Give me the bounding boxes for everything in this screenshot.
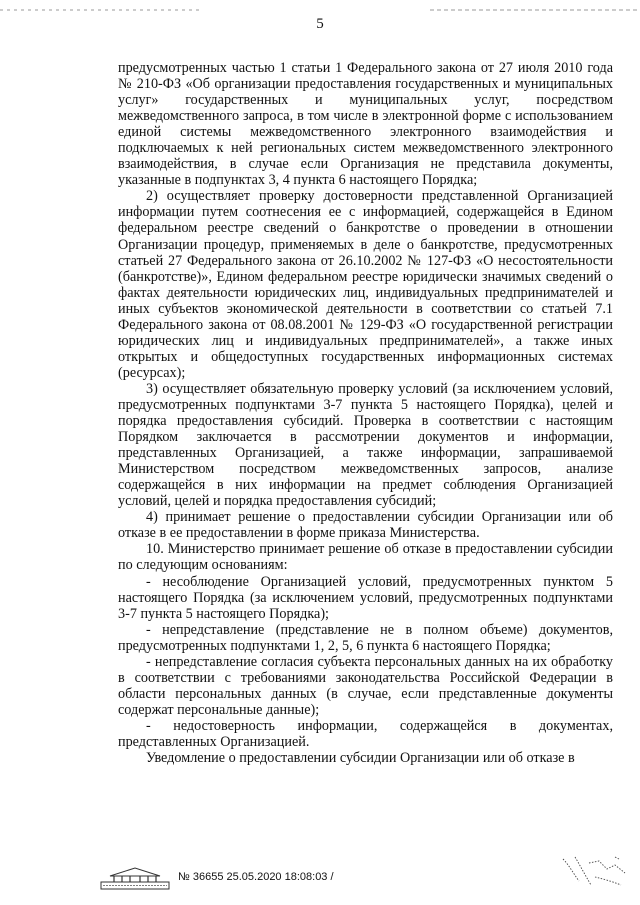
paragraph-item-4: 4) принимает решение о предоставлении субсидии Организации или об отказе в ее предоставлении в форме приказа Министерства.	[118, 509, 613, 542]
paragraph-item-2: 2) осуществляет проверку достоверности представленной Организацией информации путем соотнесения ее с информацией, содержащейся в Едином федеральном реестре сведений о банкротстве о проведении в отношении Организации процедур, применяемых в деле о банкротстве, предусмотренных статьей 27 Федерального закона от 26.10.2002 № 127-ФЗ «О несостоятельности (банкротстве)», Едином федеральном реестре юридически значимых сведений о фактах деятельности юридических лиц, индивидуальных предпринимателей и иных субъектов экономической деятельности в соответствии со статьей 7.1 Федерального закона от 08.08.2001 № 129-ФЗ «О государственной регистрации юридических лиц и индивидуальных предпринимателей», а также иных открытых и общедоступных государственных информационных системах (ресурсах);	[118, 188, 613, 381]
registration-stamp: № 36655 25.05.2020 18:08:03 /	[178, 871, 334, 883]
paragraph-notification: Уведомление о предоставлении субсидии Организации или об отказе в	[146, 750, 575, 767]
list-item-refusal-2: - непредставление (представление не в полном объеме) документов, предусмотренных подпунктами 1, 2, 5, 6 пункта 6 настоящего Порядка;	[118, 621, 613, 654]
paragraph-item-3: 3) осуществляет обязательную проверку условий (за исключением условий, предусмотренных подпунктами 3-7 пункта 5 настоящего Порядка), целей и порядка предоставления субсидий. Проверка в соответствии с настоящим Порядком заключается в рассмотрении документов и информации, представленных Организацией, а также информации, запрашиваемой Министерством посредством межведомственных запросов, анализе содержащейся в них информации на предмет соблюдения Организацией условий, целей и порядка предоставления субсидий;	[118, 380, 613, 510]
building-stamp-icon	[100, 865, 170, 891]
paragraph-continuation: предусмотренных частью 1 статьи 1 Федерального закона от 27 июля 2010 года № 210-ФЗ «Об организации предоставления государственных и муниципальных услуг» государственных и муниципальных услуг, посредством межведомственного запроса, в том числе в электронной форме с использованием единой системы межведомственного электронного взаимодействия и подключаемых к ней региональных систем межведомственного электронного взаимодействия, в случае если Организация не представила документы, указанные в подпунктах 3, 4 пункта 6 настоящего Порядка;	[118, 60, 613, 189]
page-number: 5	[316, 16, 324, 32]
list-item-refusal-1: - несоблюдение Организацией условий, предусмотренных пунктом 5 настоящего Порядка (за исключением условий, предусмотренных подпунктами 3-7 пункта 5 настоящего Порядка);	[118, 573, 613, 622]
signature-mark-icon	[555, 851, 635, 891]
document-body	[118, 60, 613, 766]
paragraph-section-10: 10. Министерство принимает решение об отказе в предоставлении субсидии по следующим основаниям:	[118, 541, 613, 574]
page-footer	[100, 865, 640, 895]
list-item-refusal-4: - недостоверность информации, содержащейся в документах, представленных Организацией.	[118, 717, 613, 750]
scan-top-edge	[0, 0, 640, 4]
list-item-refusal-3: - непредставление согласия субъекта персональных данных на их обработку в соответствии с требованиями законодательства Российской Федерации в области персональных данных (в случае, если представленные документы содержат персональные данные);	[118, 653, 613, 718]
